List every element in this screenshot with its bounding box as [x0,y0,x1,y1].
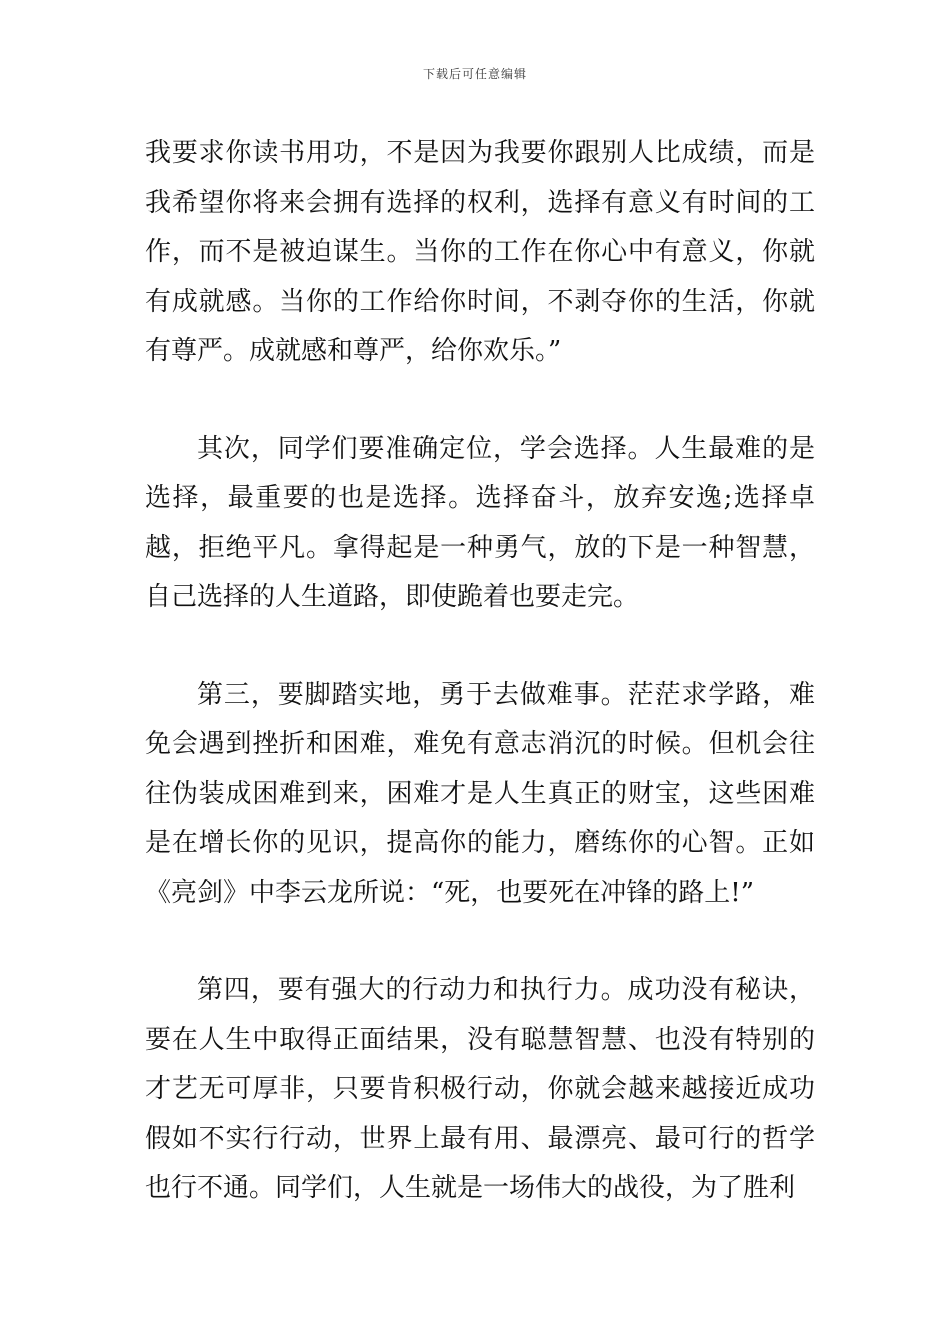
document-body [145,129,815,1214]
paragraph-gap [145,623,815,671]
paragraph-third-point: 第三，要脚踏实地，勇于去做难事。茫茫求学路，难免会遇到挫折和困难，难免有意志消沉的时候。但机会往往伪装成困难到来，困难才是人生真正的财宝，这些困难是在增长你的见识，提高你的能力，磨练你的心智。正如《亮剑》中李云龙所说：“死，也要死在冲锋的路上!” [145,679,815,908]
paragraph-gap [145,377,815,425]
paragraph-fourth-point: 第四，要有强大的行动力和执行力。成功没有秘诀，要在人生中取得正面结果，没有聪慧智慧、也没有特别的才艺无可厚非，只要肯积极行动，你就会越来越接近成功假如不实行行动，世界上最有用、最漂亮、最可行的哲学也行不通。同学们，人生就是一场伟大的战役，为了胜利 [145,975,815,1203]
page-header-note: 下载后可任意编辑 [422,67,527,81]
paragraph-gap [145,918,815,966]
paragraph-second-point: 其次，同学们要准确定位，学会选择。人生最难的是选择，最重要的也是选择。选择奋斗，放弃安逸;选择卓越，拒绝平凡。拿得起是一种勇气，放的下是一种智慧，自己选择的人生道路，即使跪着也要走完。 [145,433,815,612]
paragraph-continuation: 我要求你读书用功，不是因为我要你跟别人比成绩，而是我希望你将来会拥有选择的权利，选择有意义有时间的工作，而不是被迫谋生。当你的工作在你心中有意义，你就有成就感。当你的工作给你时间，不剥夺你的生活，你就有尊严。成就感和尊严，给你欢乐。” [145,138,815,366]
